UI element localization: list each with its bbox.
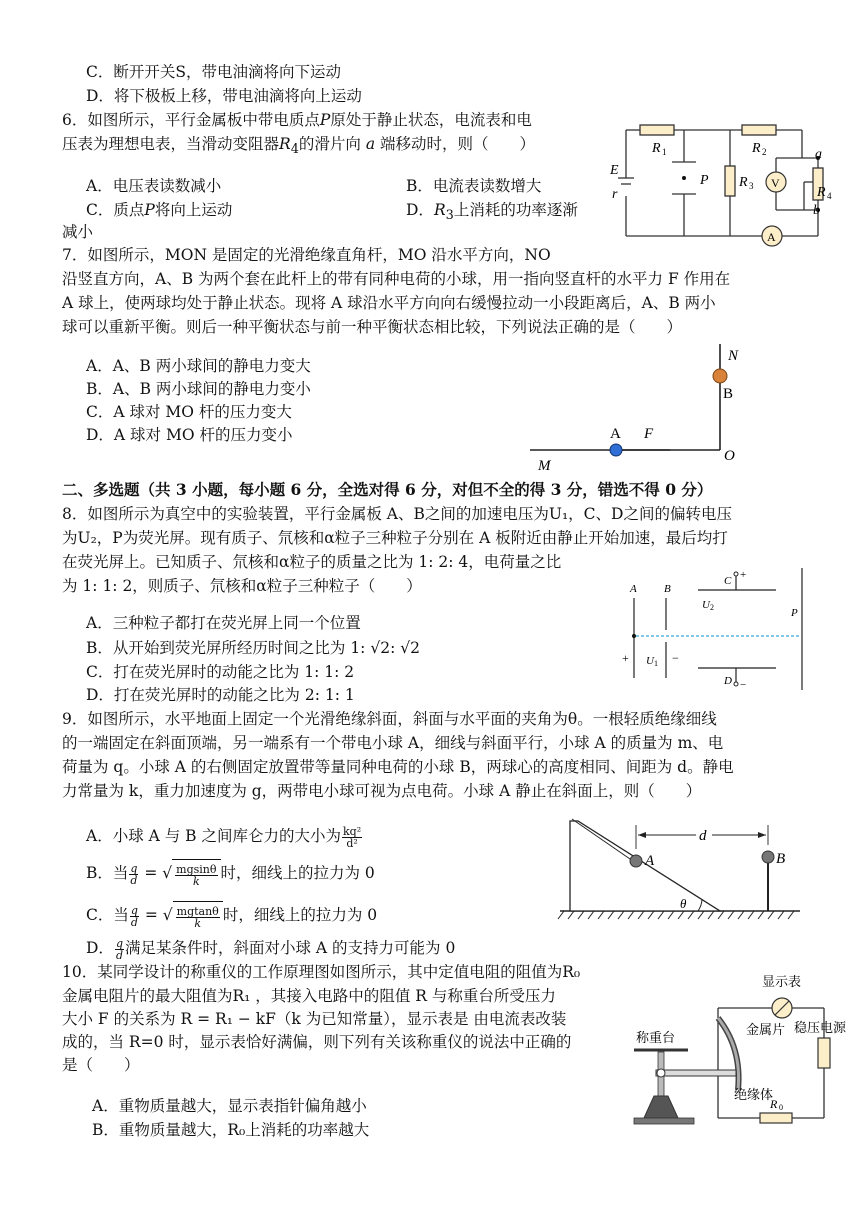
svg-text:P: P [700,173,709,188]
svg-text:4: 4 [827,191,832,201]
svg-text:U: U [646,655,654,667]
svg-text:A: A [630,583,637,595]
svg-text:1: 1 [662,147,667,157]
svg-text:−: − [672,651,679,665]
svg-text:F: F [644,426,654,442]
q7-stem-line3: A 球上，使两球均处于静止状态。现将 A 球沿水平方向向右缓慢拉动一小段距离后，A、B 两小 [62,294,716,312]
svg-text:显示表: 显示表 [762,974,802,989]
q9-option-c: C．当 $\frac{q}{d}$ = √ $\frac{mgtan\theta}{k}$ 时，细线上的拉力为 0 [86,900,377,930]
q8-stem-line4: 为 1: 1: 2，则质子、氘核和α粒子三种粒子（ ） [62,577,422,595]
q9-option-a: A．小球 A 与 B 之间库仑力的大小为 $\frac{\text{kq²}}{\text{d²}}$ [86,824,362,850]
svg-text:−: − [740,679,747,691]
q7-rod-figure [530,340,770,474]
q7-option-d: D．A 球对 MO 杆的压力变小 [86,426,293,444]
q9-stem-line1: 9．如图所示，水平地面上固定一个光滑绝缘斜面，斜面与水平面的夹角为θ。一根轻质绝缘细线 [62,710,717,728]
svg-text:+: + [622,651,629,665]
svg-text:+: + [740,569,747,581]
resistor-r0-icon [760,1113,792,1123]
q6-stem-line2: 压表为理想电表，当滑动变阻器$R_4$的滑片向 a 端移动时，则（ ） [62,135,536,158]
q10-stem-line4: 成的，当 R=0 时，显示表恰好满偏，则下列有关该称重仪的说法中正确的 [62,1033,572,1051]
q8-option-d: D．打在荧光屏时的动能之比为 2: 1: 1 [86,686,355,704]
svg-text:U: U [702,599,710,611]
q9-stem-line2: 的一端固定在斜面顶端，另一端系有一个带电小球 A，细线与斜面平行，小球 A 的质量为 m、电 [62,734,724,752]
svg-text:r: r [612,187,618,202]
svg-text:绝缘体: 绝缘体 [734,1087,774,1102]
q10-option-a: A．重物质量越大，显示表指针偏角越小 [92,1097,367,1115]
q9-option-b: B．当 $\frac{q}{d}$ = √ $\frac{mgsin\theta}{k}$ 时，细线上的拉力为 0 [86,858,375,888]
q7-stem-line4: 球可以重新平衡。则后一种平衡状态与前一种平衡状态相比较，下列说法正确的是（ ） [62,318,683,336]
q9-incline-figure [556,815,806,925]
q10-stem-line5: 是（ ） [62,1056,140,1074]
q8-option-b: B．从开始到荧光屏所经历时间之比为 1: √2: √2 [86,639,420,657]
ball-b [713,369,727,383]
q6-option-c: C．质点P将向上运动 [86,201,233,219]
q6-option-d: D．$R_3$上消耗的功率逐渐 [406,201,578,224]
q9-option-d: D． $\frac{q}{d}$ 满足某条件时，斜面对小球 A 的支持力可能为 0 [86,936,456,962]
q10-stem-line2: 金属电阻片的最大阻值为R₁ ，其接入电路中的阻值 R 与称重台所受压力 [62,987,556,1005]
svg-text:A: A [645,853,655,869]
q10-stem-line1: 10．某同学设计的称重仪的工作原理图如图所示，其中定值电阻的阻值为R₀ [62,963,581,981]
svg-text:0: 0 [779,1103,783,1112]
power-source-icon [818,1038,830,1068]
q6-stem-line1: 6．如图所示，平行金属板中带电质点P原处于静止状态，电流表和电 [62,111,532,129]
svg-text:R: R [739,175,748,190]
q8-stem-line1: 8．如图所示为真空中的实验装置，平行金属板 A、B之间的加速电压为U₁，C、D之间的偏转电压 [62,505,732,523]
svg-text:2: 2 [762,147,767,157]
q8-option-c: C．打在荧光屏时的动能之比为 1: 1: 2 [86,663,355,681]
q7-option-a: A．A、B 两小球间的静电力变大 [86,357,311,375]
svg-text:M: M [538,458,551,474]
svg-text:3: 3 [749,181,754,191]
q8-stem-line3: 在荧光屏上。已知质子、氘核和α粒子的质量之比为 1: 2: 4，电荷量之比 [62,553,562,571]
q6-option-d-wrap: 减小 [62,223,94,241]
svg-text:P: P [791,607,798,619]
svg-text:E: E [610,163,619,178]
svg-text:R: R [652,141,661,156]
svg-text:B: B [723,386,734,402]
q6-circuit-figure [600,118,830,248]
svg-text:A: A [767,230,776,244]
q7-stem-line2: 沿竖直方向，A、B 为两个套在此杆上的带有同种电荷的小球，用一指向竖直杆的水平力 F 作用在 [62,270,731,288]
svg-text:D: D [724,675,732,687]
q5-option-d: D．将下极板上移，带电油滴将向上运动 [86,87,362,105]
q10-option-b: B．重物质量越大，R₀上消耗的功率越大 [92,1121,370,1139]
svg-text:1: 1 [654,659,658,668]
q6-option-b: B．电流表读数增大 [406,177,542,195]
q9-stem-line3: 荷量为 q。小球 A 的右侧固定放置带等量同种电荷的小球 B，两球心的高度相同、间距为 d。静电 [62,758,734,776]
svg-text:R: R [770,1097,778,1111]
section-2-heading: 二、多选题（共 3 小题，每小题 6 分，全选对得 6 分，对但不全的得 3 分，错选不得 0 分） [62,480,713,499]
svg-text:称重台: 称重台 [636,1030,676,1045]
q10-stem-line3: 大小 F 的关系为 R = R₁ − kF（k 为已知常量），显示表是 由电流表改装 [62,1010,567,1028]
q7-option-c: C．A 球对 MO 杆的压力变大 [86,403,292,421]
svg-text:C: C [724,575,732,587]
svg-text:R: R [817,185,826,200]
svg-text:O: O [724,448,735,464]
q8-stem-line2: 为U₂，P为荧光屏。现有质子、氘核和α粒子三种粒子分别在 A 板附近由静止开始加速，最后均打 [62,529,728,547]
svg-text:稳压电源: 稳压电源 [794,1020,847,1035]
q8-option-a: A．三种粒子都打在荧光屏上同一个位置 [86,614,361,632]
svg-text:B: B [776,851,786,867]
svg-text:a: a [815,147,822,162]
q5-option-c: C．断开开关S，带电油滴将向下运动 [86,63,341,81]
svg-text:B: B [664,583,671,595]
ball-a [610,444,622,456]
q9-stem-line4: 力常量为 k，重力加速度为 g，两带电小球可视为点电荷。小球 A 静止在斜面上，则（ ） [62,782,702,800]
svg-text:θ: θ [680,896,687,911]
ball-a [630,855,642,867]
svg-text:V: V [771,176,780,190]
q7-option-b: B．A、B 两小球间的静电力变小 [86,380,311,398]
svg-text:金属片: 金属片 [746,1022,786,1037]
q8-apparatus-figure [618,568,808,693]
q7-stem-line1: 7．如图所示，MON 是固定的光滑绝缘直角杆，MO 沿水平方向，NO [62,246,551,264]
svg-text:d: d [699,828,707,844]
svg-text:b: b [813,203,820,218]
svg-text:R: R [752,141,761,156]
svg-text:A: A [610,426,621,442]
svg-text:2: 2 [710,603,714,612]
ball-b [762,851,774,863]
q10-scale-figure [634,968,847,1138]
q6-option-a: A．电压表读数减小 [86,177,222,195]
svg-text:N: N [728,348,739,364]
